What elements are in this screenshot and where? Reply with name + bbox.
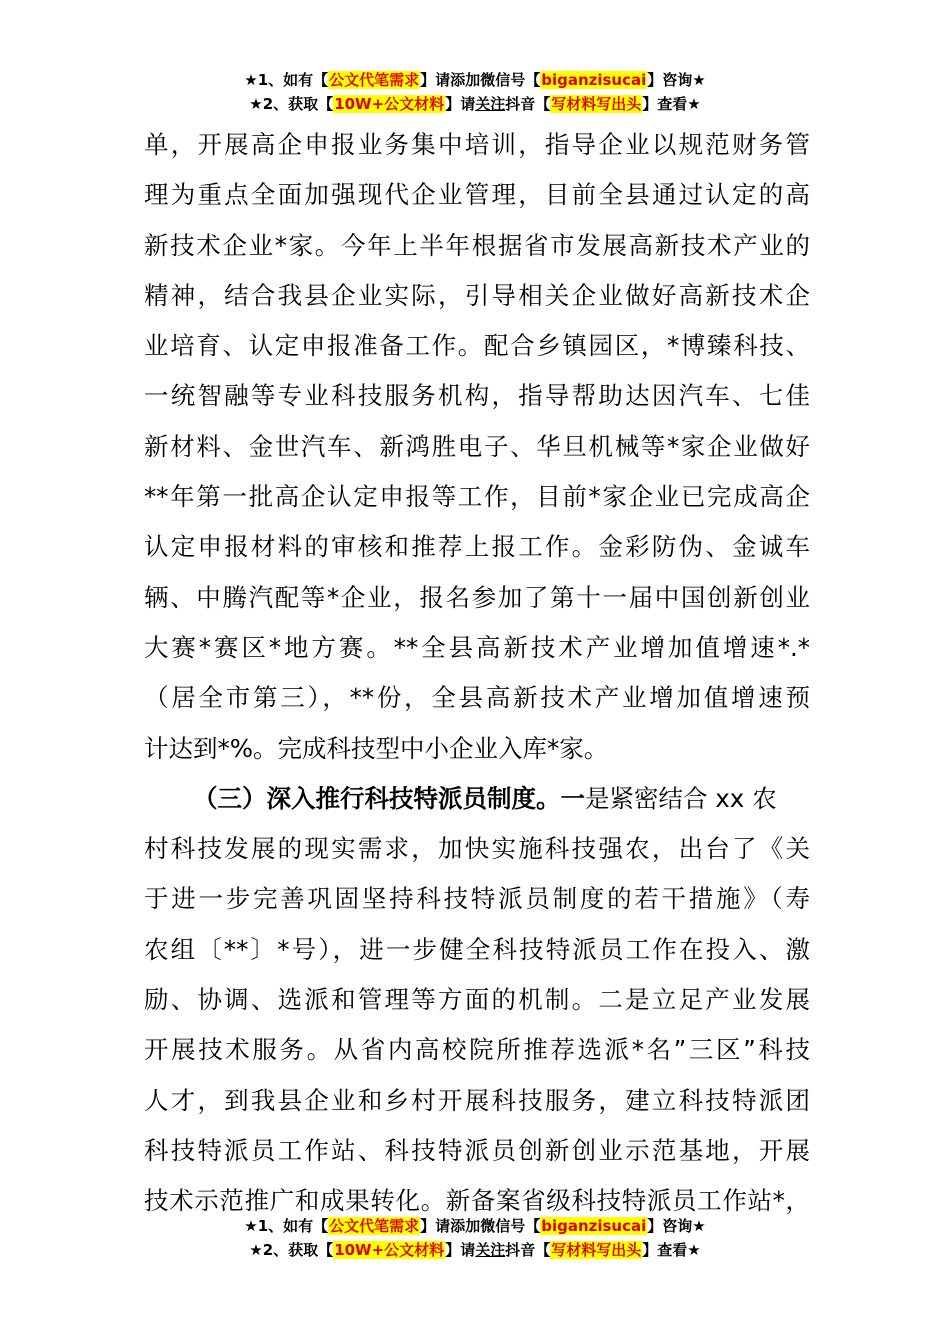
body-line: 认定申报材料的审核和推荐上报工作。金彩防伪、金诚车	[144, 532, 810, 562]
body-line: **年第一批高企认定申报等工作，目前*家企业已完成高企	[144, 482, 810, 512]
body-line: 农组〔**〕*号），进一步健全科技特派员工作在投入、激	[144, 934, 810, 964]
banner-text: ★1、如有【	[244, 71, 329, 89]
banner-highlight: 公文代笔需求	[329, 1217, 420, 1235]
banner-text: 抖音【	[505, 95, 551, 113]
banner-text: ★2、获取【	[249, 95, 334, 113]
body-line: 计达到*%。完成科技型中小企业入库*家。	[144, 733, 609, 763]
banner-wechat-id: biganzisucai	[541, 1217, 647, 1235]
body-line: 新技术企业*家。今年上半年根据省市发展高新技术产业的	[144, 230, 810, 260]
document-body	[144, 120, 810, 1227]
banner-text: 】查看★	[642, 95, 701, 113]
body-line: 人才，到我县企业和乡村开展科技服务，建立科技特派团	[144, 1085, 810, 1115]
banner-line-1	[0, 68, 950, 92]
banner-text: 微信号【	[480, 1217, 541, 1235]
banner-line-1	[0, 1214, 950, 1238]
banner-text: ★2、获取【	[249, 1241, 334, 1259]
banner-highlight: 公文代笔需求	[329, 71, 420, 89]
section-3-first-text: 是紧密结合 xx 农	[585, 783, 777, 813]
banner-text: 】请	[445, 95, 476, 113]
banner-text: 】请	[445, 1241, 476, 1259]
banner-text: 关注	[475, 1241, 506, 1259]
body-line: （居全市第三），**份，全县高新技术产业增加值增速预	[144, 683, 810, 713]
body-line: 理为重点全面加强现代企业管理，目前全县通过认定的高	[144, 180, 810, 210]
body-line: 一统智融等专业科技服务机构，指导帮助达因汽车、七佳	[144, 381, 810, 411]
banner-text: 微信号【	[480, 71, 541, 89]
header-banner	[0, 68, 950, 116]
section-3-heading: （三）深入推行科技特派员制度。	[193, 783, 561, 813]
banner-text: 】查看★	[642, 1241, 701, 1259]
banner-line-2	[0, 92, 950, 116]
banner-text: 加	[465, 1217, 481, 1235]
banner-text: ★1、如有【	[244, 1217, 329, 1235]
banner-text: 关注	[475, 95, 506, 113]
body-line: 于进一步完善巩固坚持科技特派员制度的若干措施》（寿	[144, 884, 810, 914]
banner-highlight: 10W+公文材料	[334, 1241, 445, 1259]
banner-douyin-id: 写材料写出头	[551, 95, 642, 113]
section-3-first-line	[144, 774, 810, 824]
banner-line-2	[0, 1238, 950, 1262]
banner-text: 抖音【	[505, 1241, 551, 1259]
banner-text: 】请添	[420, 71, 466, 89]
banner-text: 】请添	[420, 1217, 466, 1235]
banner-wechat-id: biganzisucai	[541, 71, 647, 89]
banner-text: 加	[465, 71, 481, 89]
body-line: 科技特派员工作站、科技特派员创新创业示范基地，开展	[144, 1135, 810, 1165]
body-line: 精神，结合我县企业实际，引导相关企业做好高新技术企	[144, 280, 810, 310]
footer-banner	[0, 1214, 950, 1262]
banner-highlight: 10W+公文材料	[334, 95, 445, 113]
body-line: 技术示范推广和成果转化。新备案省级科技特派员工作站*，	[144, 1186, 810, 1216]
body-line: 辆、中腾汽配等*企业，报名参加了第十一届中国创新创业	[144, 582, 810, 612]
body-line: 励、协调、选派和管理等方面的机制。二是立足产业发展	[144, 985, 810, 1015]
body-line: 单，开展高企申报业务集中培训，指导企业以规范财务管	[144, 130, 810, 159]
banner-douyin-id: 写材料写出头	[551, 1241, 642, 1259]
body-line: 大赛*赛区*地方赛。**全县高新技术产业增加值增速*.*	[144, 632, 810, 662]
body-line: 新材料、金世汽车、新鸿胜电子、华旦机械等*家企业做好	[144, 431, 810, 461]
body-line: 村科技发展的现实需求，加快实施科技强农，出台了《关	[144, 834, 810, 864]
banner-text: 】咨询★	[647, 1217, 706, 1235]
banner-text: 】咨询★	[647, 71, 706, 89]
body-line: 业培育、认定申报准备工作。配合乡镇园区，*博臻科技、	[144, 331, 810, 361]
body-line: 开展技术服务。从省内高校院所推荐选派*名”三区”科技	[144, 1035, 810, 1065]
section-3-lead: 一	[560, 783, 585, 813]
